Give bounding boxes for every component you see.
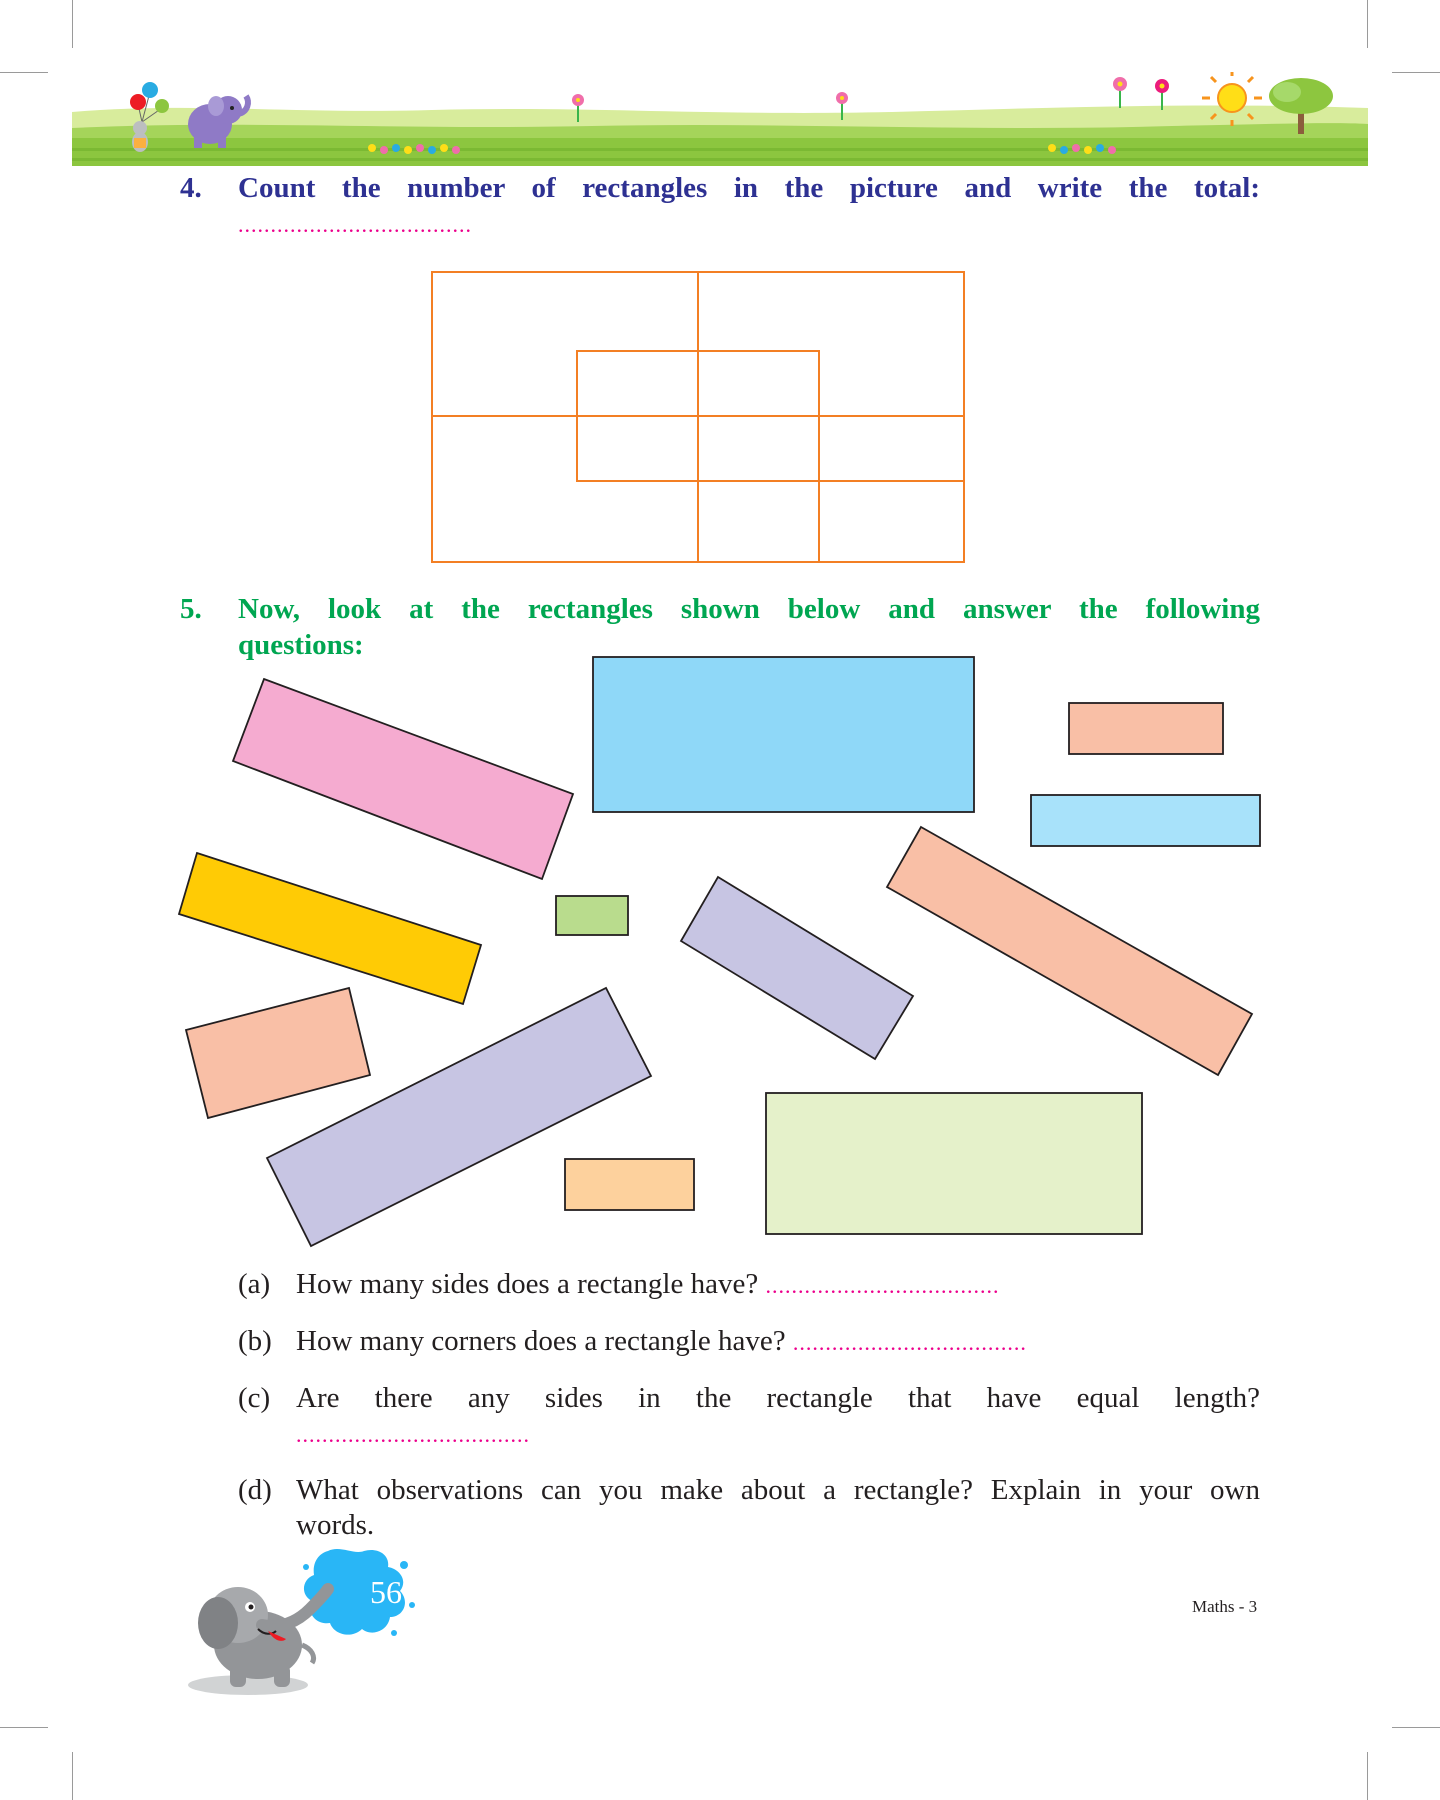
- crop-mark: [1367, 0, 1368, 48]
- book-title: Maths - 3: [1192, 1597, 1258, 1616]
- salmon-long-rectangle: [887, 827, 1252, 1075]
- sub-question-d-label: (d): [238, 1474, 272, 1506]
- sub-question-a: [238, 1268, 999, 1301]
- sub-question-label: (a): [238, 1268, 271, 1300]
- green-small-rectangle: [556, 896, 628, 935]
- sub-question-c-label: (c): [238, 1382, 271, 1414]
- salmon-small-rectangle: [1069, 703, 1223, 754]
- question-5-text-line1: Now, look at the rectangles shown below and answer the following: [238, 593, 1260, 625]
- page-number: 56: [370, 1574, 402, 1610]
- sub-question-c-answer-blank[interactable]: ....................................: [296, 1422, 530, 1447]
- sub-question-text: How many corners does a rectangle have?: [296, 1325, 786, 1357]
- sub-question-d-text-line1: What observations can you make about a rectangle? Explain in your own: [296, 1474, 1260, 1506]
- elephant-icon: [188, 1587, 328, 1695]
- crop-mark: [1392, 1727, 1440, 1728]
- peach-rectangle: [565, 1159, 694, 1210]
- sub-question-b: [238, 1325, 1027, 1358]
- question-5-text-line2: questions:: [238, 629, 364, 661]
- crop-mark: [72, 1752, 73, 1800]
- sub-question-a-answer-blank[interactable]: ....................................: [765, 1273, 1000, 1298]
- rectangle-grid-figure: [430, 270, 966, 564]
- sub-question-b-answer-blank[interactable]: ....................................: [792, 1330, 1027, 1355]
- question-4-text: Count the number of rectangles in the picture and write the total:: [238, 172, 1260, 204]
- footer-elephant-illustration: [178, 1545, 448, 1715]
- crop-mark: [1392, 72, 1440, 73]
- bunny-icon: [132, 121, 148, 152]
- crop-mark: [72, 0, 73, 48]
- blue-rectangle: [593, 657, 974, 812]
- question-4-answer-blank[interactable]: ....................................: [238, 212, 472, 237]
- sub-question-c-text: Are there any sides in the rectangle that have equal length?: [296, 1382, 1260, 1414]
- question-5-number: 5.: [180, 593, 202, 625]
- sub-question-d-text-line2: words.: [296, 1509, 375, 1541]
- lavender-small-rectangle: [681, 877, 913, 1059]
- crop-mark: [0, 1727, 48, 1728]
- rectangles-figure: [0, 640, 1440, 1260]
- yellow-rectangle: [179, 853, 481, 1004]
- salmon-tilted-rectangle: [186, 988, 370, 1118]
- pale-green-rectangle: [766, 1093, 1142, 1234]
- crop-mark: [1367, 1752, 1368, 1800]
- question-4-number: 4.: [180, 172, 202, 204]
- pink-rectangle: [233, 679, 573, 879]
- light-blue-rectangle: [1031, 795, 1260, 846]
- sub-question-label: (b): [238, 1325, 272, 1357]
- header-banner: [72, 72, 1368, 166]
- crop-mark: [0, 72, 48, 73]
- sub-question-text: How many sides does a rectangle have?: [296, 1268, 759, 1300]
